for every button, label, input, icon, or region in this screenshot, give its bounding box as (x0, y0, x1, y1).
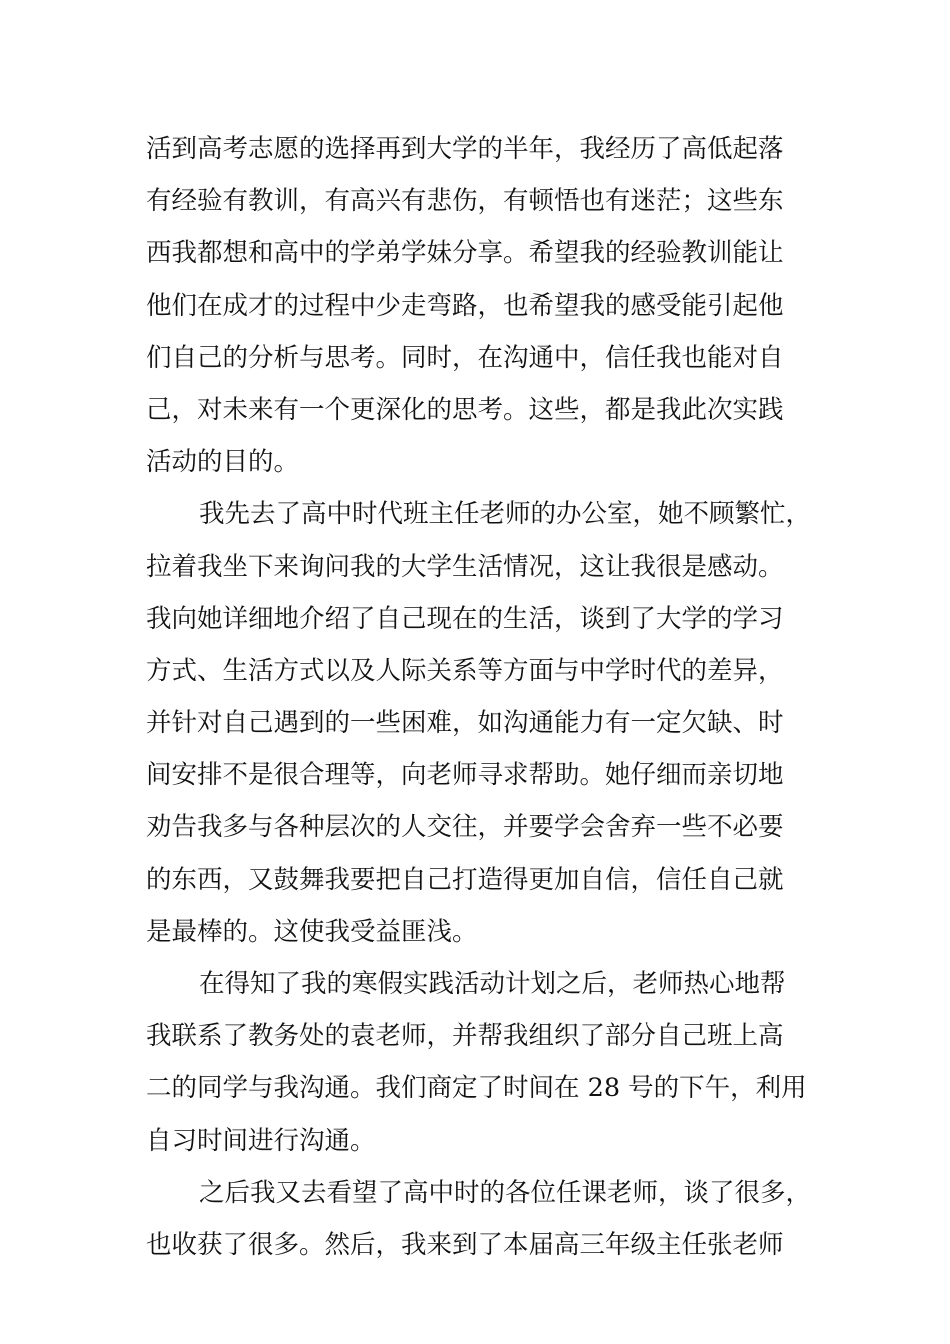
text-line: 活动的目的。 (146, 447, 300, 478)
paragraph (146, 488, 836, 958)
text-line: 并针对自己遇到的一些困难，如沟通能力有一定欠缺、时 (146, 708, 784, 739)
text-line: 在得知了我的寒假实践活动计划之后，老师热心地帮 (199, 969, 786, 999)
text-line: 也收获了很多。然后，我来到了本届高三年级主任张老师 (146, 1229, 784, 1260)
text-line: 方式、生活方式以及人际关系等方面与中学时代的差异， (146, 655, 784, 686)
text-line: 我联系了教务处的袁老师，并帮我组织了部分自己班上高 (146, 1021, 784, 1052)
paragraph (146, 123, 836, 488)
text-line: 西我都想和高中的学弟学妹分享。希望我的经验教训能让 (146, 238, 784, 269)
text-line: 拉着我坐下来询问我的大学生活情况，这让我很是感动。 (146, 551, 784, 582)
paragraph (146, 1167, 836, 1271)
text-line: 的东西，又鼓舞我要把自己打造得更加自信，信任自己就 (146, 864, 784, 895)
text-line: 是最棒的。这使我受益匪浅。 (146, 916, 478, 947)
text-line: 们自己的分析与思考。同时，在沟通中，信任我也能对自 (146, 342, 784, 373)
text-line: 自习时间进行沟通。 (146, 1125, 376, 1156)
text-line: 己，对未来有一个更深化的思考。这些，都是我此次实践 (146, 394, 784, 425)
document-body (146, 123, 836, 1271)
text-line: 有经验有教训，有高兴有悲伤，有顿悟也有迷茫；这些东 (146, 186, 784, 217)
text-line: 间安排不是很合理等，向老师寻求帮助。她仔细而亲切地 (146, 760, 784, 791)
text-line: 我先去了高中时代班主任老师的办公室，她不顾繁忙， (199, 499, 812, 530)
text-line: 之后我又去看望了高中时的各位任课老师，谈了很多， (199, 1177, 812, 1208)
text-line: 活到高考志愿的选择再到大学的半年，我经历了高低起落 (146, 134, 784, 164)
text-line: 他们在成才的过程中少走弯路，也希望我的感受能引起他 (146, 290, 784, 321)
paragraph (146, 958, 836, 1167)
text-line: 二的同学与我沟通。我们商定了时间在 28 号的下午，利用 (146, 1073, 807, 1104)
text-line: 我向她详细地介绍了自己现在的生活，谈到了大学的学习 (146, 603, 784, 634)
text-line: 劝告我多与各种层次的人交往，并要学会舍弃一些不必要 (146, 812, 784, 843)
